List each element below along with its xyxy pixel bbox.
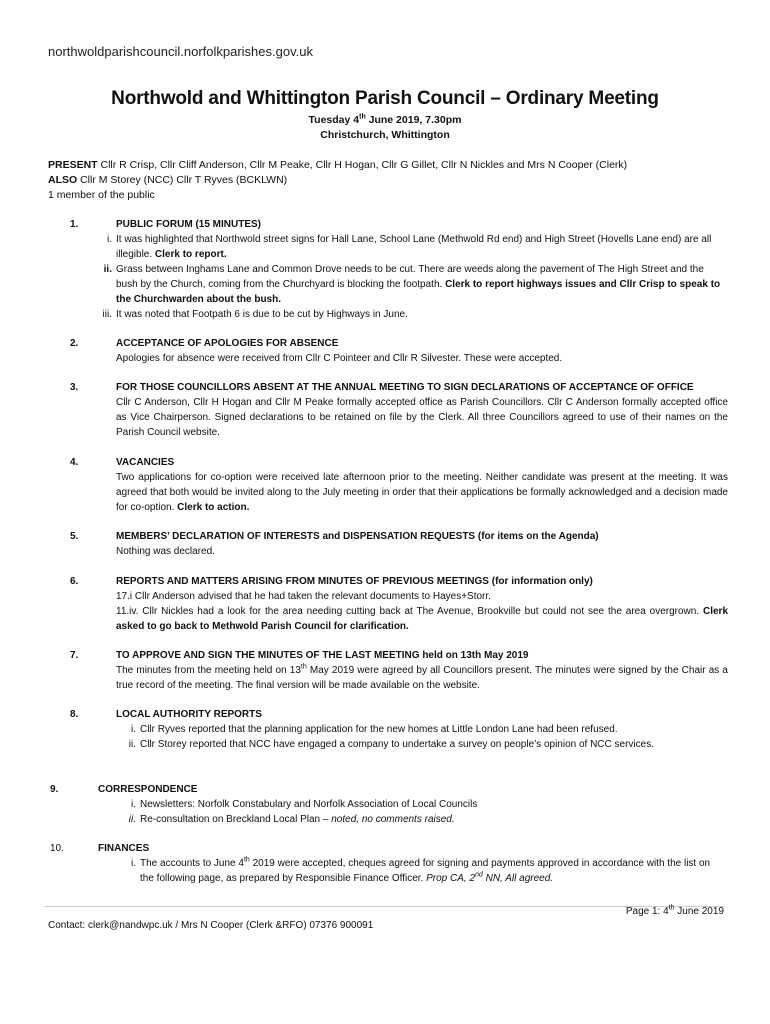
agenda-item-6 (48, 574, 728, 634)
item-number: 1. (70, 219, 79, 230)
present-line: PRESENT Cllr R Crisp, Cllr Cliff Anderson, Cllr M Peake, Cllr H Hogan, Cllr G Gillet, Cllr N Nickles and Mrs N Cooper (Clerk) (48, 159, 628, 171)
item-heading: ACCEPTANCE OF APOLOGIES FOR ABSENCE (116, 338, 339, 349)
item-number: 4. (70, 457, 79, 468)
item-number: 8. (70, 709, 79, 720)
agenda-item-8 (48, 707, 728, 752)
footer-contact: Contact: clerk@nandwpc.uk / Mrs N Cooper (Clerk &RFO) 07376 900091 (48, 920, 374, 931)
item-text: Cllr C Anderson, Cllr H Hogan and Cllr M Peake formally accepted office as Parish Councillors. Cllr C Anderson formally accepted office as Vice Chairperson. Signed declarations to be retained on file by the Clerk. All three Councillors agreed to use of their names on the Parish Council website. (116, 397, 728, 438)
item-text: 11.iv. Cllr Nickles had a look for the area needing cutting back at The Avenue, Brookville but could not see the area overgrown. Clerk asked to go back to Methwold Parish Council for clarification. (116, 606, 728, 632)
meeting-location: Christchurch, Whittington (320, 129, 450, 141)
item-text: The minutes from the meeting held on 13th May 2019 were agreed by all Councillors present. The minutes were signed by the Chair as a true record of the meeting. The final version will be made available on the website. (116, 663, 728, 691)
item-heading: MEMBERS’ DECLARATION OF INTERESTS and DISPENSATION REQUESTS (for items on the Agenda) (116, 531, 599, 542)
agenda-item-4 (48, 455, 728, 515)
item-number: 9. (50, 784, 59, 795)
sub-item: i. Cllr Ryves reported that the planning application for the new homes at Little London Lane had been refused. (131, 724, 618, 735)
item-heading: FOR THOSE COUNCILLORS ABSENT AT THE ANNUAL MEETING TO SIGN DECLARATIONS OF ACCEPTANCE OF OFFICE (116, 382, 694, 393)
agenda-item-1 (48, 217, 728, 322)
agenda-item-10 (48, 841, 728, 886)
agenda-item-5 (48, 529, 728, 559)
sub-item: iii. It was noted that Footpath 6 is due to be cut by Highways in June. (102, 309, 408, 320)
attendance (48, 158, 728, 203)
sub-item: i. Newsletters: Norfolk Constabulary and Norfolk Association of Local Councils (131, 799, 478, 810)
item-text: Two applications for co-option were received late afternoon prior to the meeting. Neither candidate was present at the meeting. It was agreed that both would be invited along to the July meeting in order that their applications be formally acknowledged and a decision made for co-option. Clerk to action. (116, 472, 728, 513)
item-heading: PUBLIC FORUM (15 MINUTES) (116, 219, 261, 230)
item-heading: VACANCIES (116, 457, 175, 468)
meeting-date: Tuesday 4th June 2019, 7.30pm (308, 113, 462, 126)
item-number: 10. (50, 843, 64, 854)
sub-item: ii. Cllr Storey reported that NCC have engaged a company to undertake a survey on people’s opinion of NCC services. (128, 739, 654, 750)
item-heading: REPORTS AND MATTERS ARISING FROM MINUTES OF PREVIOUS MEETINGS (for information only) (116, 576, 593, 587)
page-number: Page 1: 4th June 2019 (625, 904, 724, 917)
agenda-item-3 (48, 380, 728, 440)
item-number: 5. (70, 531, 79, 542)
footer-divider (44, 906, 724, 907)
item-number: 3. (70, 382, 79, 393)
item-number: 7. (70, 650, 79, 661)
item-number: 6. (70, 576, 79, 587)
item-heading: LOCAL AUTHORITY REPORTS (116, 709, 262, 720)
agenda-item-9 (48, 782, 728, 827)
agenda-item-7 (48, 648, 728, 693)
item-text: Nothing was declared. (116, 546, 215, 557)
website-url: northwoldparishcouncil.norfolkparishes.gov.uk (48, 44, 313, 59)
sub-item: i. The accounts to June 4th 2019 were accepted, cheques agreed for signing and payments approved in accordance with the list on the following page, as prepared by Responsible Finance Officer. Prop CA, 2nd NN, All agreed. (131, 856, 711, 884)
item-heading: FINANCES (98, 843, 150, 854)
also-line: ALSO Cllr M Storey (NCC) Cllr T Ryves (BCKLWN) (48, 174, 288, 186)
agenda-item-2 (48, 336, 728, 366)
page-title: Northwold and Whittington Parish Council – Ordinary Meeting (111, 88, 659, 109)
sub-item: ii. Re-consultation on Breckland Local Plan – noted, no comments raised. (128, 814, 455, 825)
item-heading: CORRESPONDENCE (98, 784, 198, 795)
item-text: Apologies for absence were received from Cllr C Pointeer and Cllr R Silvester. These were accepted. (116, 353, 563, 364)
public-line: 1 member of the public (48, 189, 155, 201)
item-heading: TO APPROVE AND SIGN THE MINUTES OF THE LAST MEETING held on 13th May 2019 (116, 650, 529, 661)
sub-item: ii. Grass between Inghams Lane and Common Drove needs to be cut. There are weeds along the pavement of The High Street and the bush by the Church, coming from the Churchyard is blocking the footpath. Clerk to report highways issues and Cllr Crisp to speak to the Churchwarden about the bush. (103, 264, 721, 305)
item-number: 2. (70, 338, 79, 349)
sub-item: i. It was highlighted that Northwold street signs for Hall Lane, School Lane (Methwold Rd end) and High Street (Hovells Lane end) are all illegible. Clerk to report. (107, 234, 712, 260)
item-text: 17.i Cllr Anderson advised that he had taken the relevant documents to Hayes+Storr. (116, 591, 491, 602)
